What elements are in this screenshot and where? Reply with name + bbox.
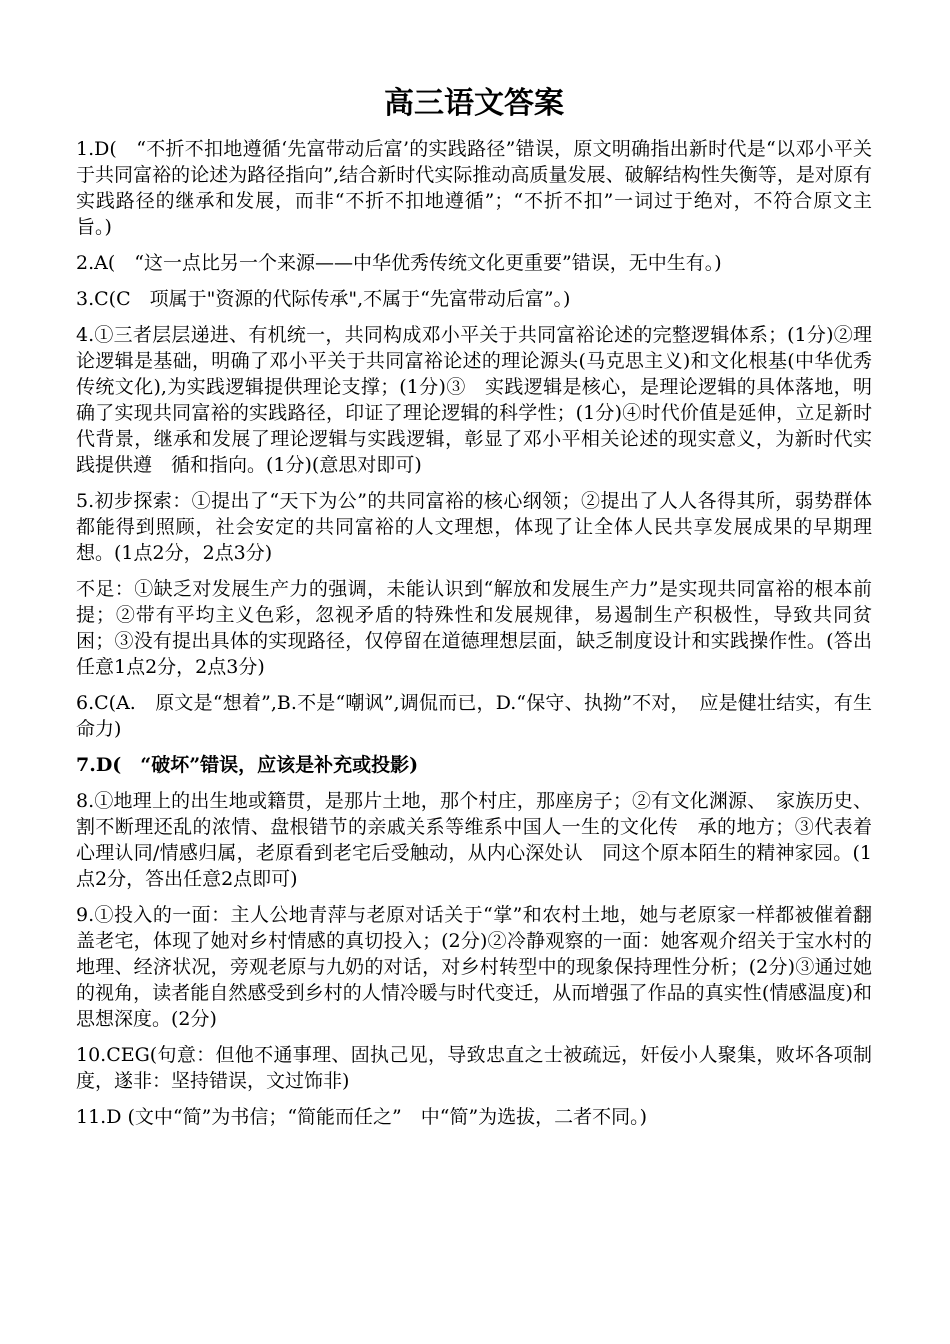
answer-9: 9.①投入的一面：主人公地青萍与老原对话关于“掌”和农村土地，她与老原家一样都被催着翻盖老宅，体现了她对乡村情感的真切投入；(2分)②冷静观察的一面：她客观介绍关于宝水村的地理、经济状况，旁观老原与九奶的对话，对乡村转型中的现象保持理性分析；(2分)③通过她的视角，读者能自然感受到乡村的人情冷暖与时代变迁，从而增强了作品的真实性(情感温度)和思想深度。(2分) [76,904,872,1030]
answer-5-exploration: 5.初步探索：①提出了“天下为公”的共同富裕的核心纲领；②提出了人人各得其所，弱势群体都能得到照顾，社会安定的共同富裕的人文理想，体现了让全体人民共享发展成果的早期理想。(1点2分，2点3分) [76,490,872,564]
answer-3: 3.C(C 项属于"资源的代际传承",不属于“先富带动后富”。) [76,288,571,310]
answer-10: 10.CEG(句意：但他不通事理、固执己见，导致忠直之士被疏远，奸佞小人聚集，败坏各项制度，遂非：坚持错误，文过饰非) [76,1044,872,1092]
answer-6: 6.C(A. 原文是“想着”,B.不是“嘲讽”,调侃而已，D.“保守、执拗”不对， 应是健壮结实，有生命力) [76,692,872,740]
answer-5-shortcomings: 不足：①缺乏对发展生产力的强调，未能认识到“解放和发展生产力”是实现共同富裕的根本前提；②带有平均主义色彩，忽视矛盾的特殊性和发展规律，易遏制生产积极性，导致共同贫困；③没有提出具体的实现路径，仅停留在道德理想层面，缺乏制度设计和实践操作性。(答出任意1点2分，2点3分) [76,578,872,678]
answer-11: 11.D (文中“简”为书信；“简能而任之” 中“简”为选拔，二者不同。) [76,1106,648,1128]
answer-8: 8.①地理上的出生地或籍贯，是那片土地，那个村庄，那座房子；②有文化渊源、 家族历史、割不断理还乱的浓情、盘根错节的亲戚关系等维系中国人一生的文化传 承的地方；③代表着心理认同/情感归属，老原看到老宅后受触动，从内心深处认 同这个原本陌生的精神家园。(1点2分，答出任意2点即可) [76,790,872,890]
page-title: 高三语文答案 [384,86,564,121]
answer-4: 4.①三者层层递进、有机统一，共同构成邓小平关于共同富裕论述的完整逻辑体系；(1分)②理论逻辑是基础，明确了邓小平关于共同富裕论述的理论源头(马克思主义)和文化根基(中华优秀传统文化),为实践逻辑提供理论支撑；(1分)③ 实践逻辑是核心，是理论逻辑的具体落地，明确了实现共同富裕的实践路径，印证了理论逻辑的科学性；(1分)④时代价值是延伸，立足新时代背景，继承和发展了理论逻辑与实践逻辑，彰显了邓小平相关论述的现实意义，为新时代实践提供遵 循和指向。(1分)(意思对即可) [76,324,872,476]
answer-7: 7.D( “破坏”错误，应该是补充或投影) [76,754,419,776]
answer-2: 2.A( “这一点比另一个来源——中华优秀传统文化更重要”错误，无中生有。) [76,252,722,274]
answer-1: 1.D( “不折不扣地遵循‘先富带动后富’的实践路径”错误，原文明确指出新时代是“以邓小平关于共同富裕的论述为路径指向”,结合新时代实际推动高质量发展、破解结构性失衡等，是对原有实践路径的继承和发展，而非“不折不扣地遵循”；“不折不扣”一词过于绝对，不符合原文主旨。) [76,138,872,238]
